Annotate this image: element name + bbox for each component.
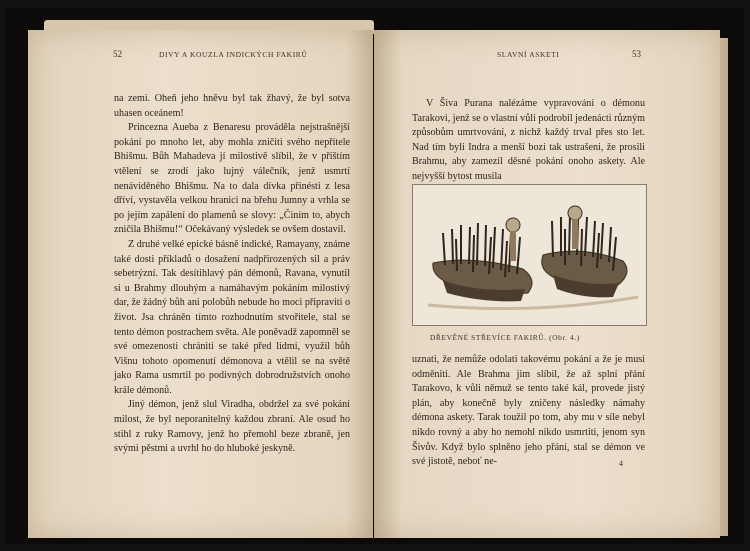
right-paragraph-1: V Šiva Purana nalézáme vypravování o démonu Tarakovi, jenž se o vlastní vůli podrobil jedenácti různým způsobům umrtvování, z nichž každý trval přes sto let. Nad tím byli Indra a menší bozi tak ustrašeni, že prosili Brahmu, aby zamezil děsné pokání onoho askety. Ale nejvyšší bytost musila <box>412 98 645 182</box>
right-page-text-bottom <box>412 353 645 470</box>
left-page-number: 52 <box>113 49 122 59</box>
left-page-text <box>114 92 350 457</box>
right-page-number: 53 <box>632 49 641 59</box>
right-running-head: SLAVNÍ ASKETI <box>497 50 560 59</box>
left-paragraph-2: Princezna Aueba z Benaresu prováděla nejstrašnější pokání po mnoho let, aby mohla zničiti svého nepřítele Bhišmu. Bůh Mahadeva jí milostivě slíbil, že v příštím vtělení se zrodí jako lujný válečník, jenž usmrtí nenáviděného Bhišmu. Na to dala dívka přinésti z lesa dříví, vystavěla velkou hranici na břehu Jumny a vrhla se po jejím zapálení do plamenů se slovy: „Činím to, abych zničila Bhišmu!“ Očekávaný výsledek se ovšem dostavil. <box>114 122 350 236</box>
left-paragraph-4: Jiný démon, jenž slul Viradha, obdržel za své pokání milost, že byl neporanitelný každou zbraní. Ale osud ho stihl z ruky Ramovy, jenž ho přemohl beze zbraně, jen svými pěstmi a uvrhl ho do hluboké jeskyně. <box>114 399 350 455</box>
fakir-sandals-figure <box>412 184 647 326</box>
right-page-text-top <box>412 97 645 185</box>
left-paragraph-1: na zemi. Oheň jeho hněvu byl tak žhavý, že byl sotva uhasen oceánem! <box>114 93 350 119</box>
signature-mark: 4 <box>619 459 623 468</box>
right-paragraph-2: uznati, že nemůže odolati takovému pokání a že je musí odměniti. Ale Brahma jim slíbil, že až splní přání Tarakovo, k vůli němuž se tento také kál, provede jistý plán, aby konečně byly zničeny následky námahy démona askety. Tarak toužil po tom, aby mu v síle nebyl nikdo rovný a aby ho nemohl nikdo usmrtiti, jenom syn Šivův. Když bylo splněno jeho přání, stal se démon ve své jistotě, neboť ne- <box>412 354 645 468</box>
sandals-illustration-icon <box>413 185 646 325</box>
left-paragraph-3: Z druhé velké epické básně indické, Ramayany, známe také dosti příkladů o dosažení nadpřirozených sil a práv sebetrýzní. Tak desítihlavý pán démonů, Ravana, vynutil si u Brahmy dlouhým a namáhavým pokáním milostivý dar, že žádný bůh ani polobůh nebude ho moci připraviti o život. Jsa chráněn tímto rozhodnutím stvořitele, stal se tento démon postrachem světa. Ale poněvadž zapomněl se své omezenosti chrániti se také před lidmi, využil bůh Višnu tohoto opomenutí démonova a vtělil se na světě jako Rama usmrtil po podivných dobrodružstvích onoho krále démonů. <box>114 238 350 396</box>
left-running-head: DIVY A KOUZLA INDICKÝCH FAKIRŮ <box>159 50 308 59</box>
figure-caption: DŘEVĚNÉ STŘEVÍCE FAKIRŮ. (Obr. 4.) <box>430 333 580 342</box>
